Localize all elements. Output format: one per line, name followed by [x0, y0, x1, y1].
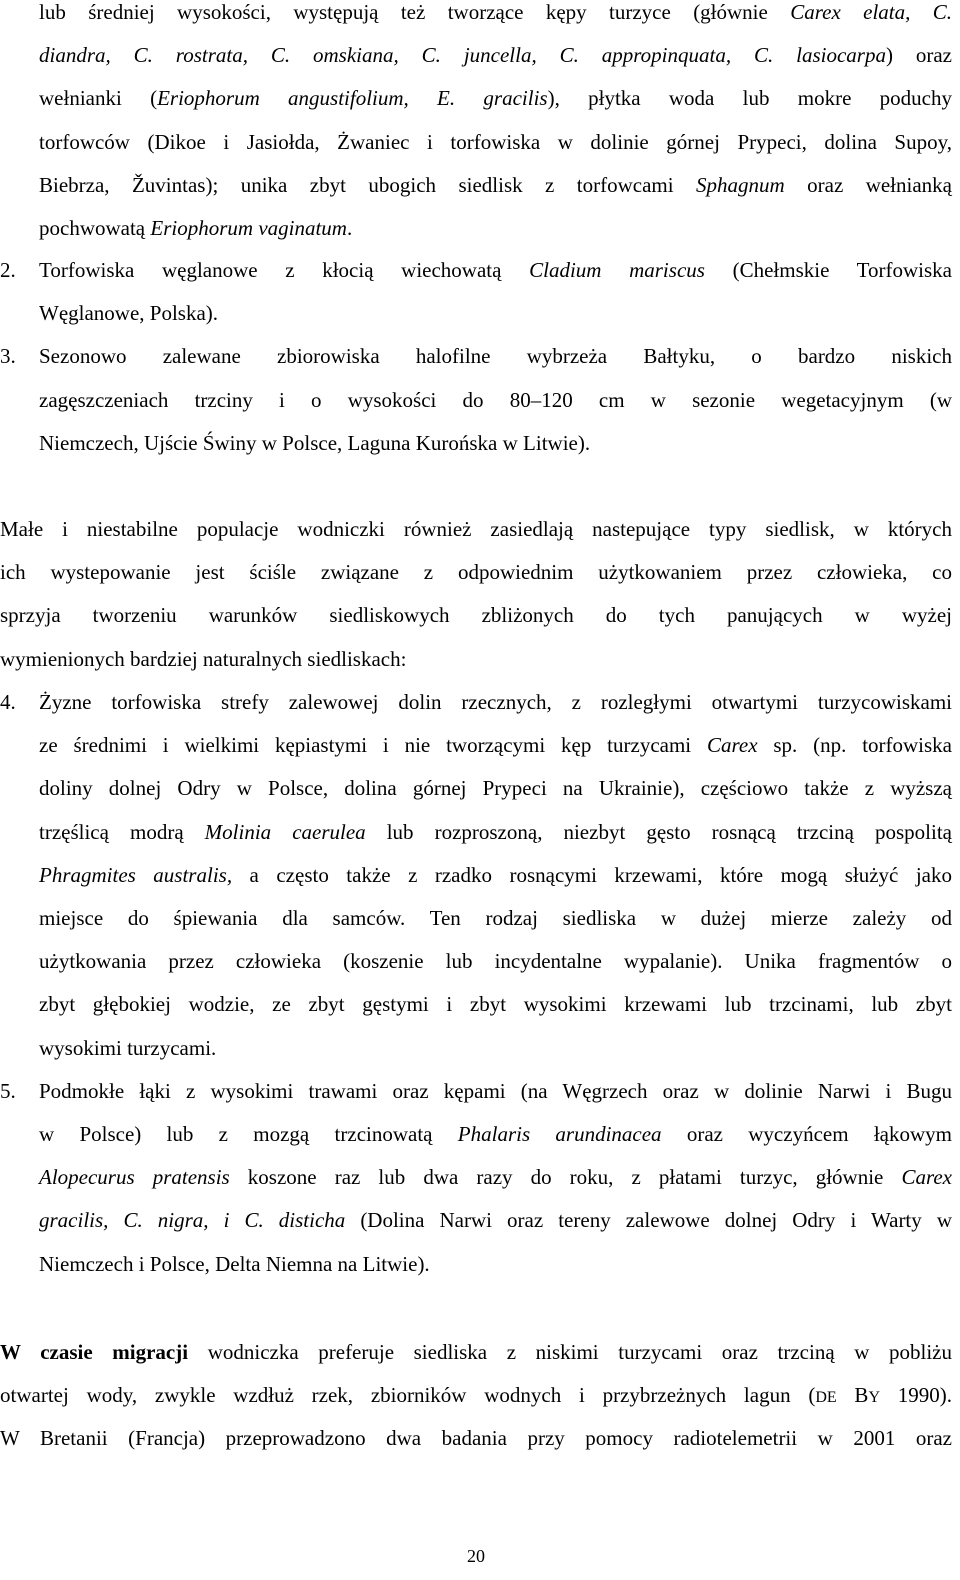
list-item-line — [39, 992, 952, 1035]
paragraph-line — [0, 560, 952, 603]
text-run: Niemczech, Ujście Świny w Polsce, Laguna Kurońska w Litwie). — [39, 430, 591, 455]
latin-name: Carex — [901, 1165, 952, 1190]
text-run: w Polsce) lub z mozgą trzcinowatą — [39, 1122, 458, 1146]
paragraph-line — [0, 603, 952, 646]
text-run: (Dolina Narwi oraz tereny zalewowe dolnej Odry i Warty w — [345, 1208, 952, 1233]
paragraph-line — [0, 1340, 952, 1383]
text-run: trzęślicą modrą — [39, 819, 205, 844]
text-run: wysokimi turzycami. — [39, 1035, 217, 1060]
text-run: Biebrza, Žuvintas); unika zbyt ubogich siedlisk z torfowcami — [39, 172, 697, 197]
bold-lead: W czasie migracji — [0, 1340, 189, 1364]
list-item-line — [39, 1036, 952, 1079]
text-run: Torfowiska węglanowe z kłocią wiechowatą — [39, 258, 530, 282]
text-run: ze średnimi i wielkimi kępiastymi i nie tworzącymi kęp turzycami — [39, 733, 707, 758]
text-run: sp. (np. torfowiska — [757, 733, 953, 758]
text-run: Żyzne torfowiska strefy zalewowej dolin rzecznych, z rozległymi otwartymi turzycowiskami — [39, 690, 952, 714]
latin-name: Cladium mariscus — [529, 258, 705, 282]
page-number: 20 — [467, 1546, 485, 1566]
paragraph-line — [0, 647, 952, 690]
text-run: sprzyja tworzeniu warunków siedliskowych zbliżonych do tych panujących w wyżej — [0, 603, 952, 628]
paragraph-line — [0, 1426, 952, 1469]
paragraph-line — [39, 43, 952, 86]
small-caps-run: DE — [815, 1389, 837, 1407]
latin-name: Carex — [706, 733, 758, 758]
list-item-line — [39, 1208, 952, 1251]
list-item-line — [39, 906, 952, 949]
text-run: (Chełmskie Torfowiska — [704, 258, 953, 282]
latin-name: diandra, C. rostrata, C. omskiana, C. juncella, C. appropinquata, C. lasiocarpa — [39, 43, 886, 68]
paragraph-line — [39, 173, 952, 216]
list-item-line — [39, 863, 952, 906]
text-run: lub rozproszoną, niezbyt gęsto rosnącą trzciną pospolitą — [365, 819, 952, 844]
text-run: pochwowatą — [39, 216, 151, 240]
latin-name: Phragmites australis, — [39, 862, 233, 887]
list-item-line — [39, 776, 952, 819]
text-run: wełnianki ( — [39, 86, 158, 111]
text-run: użytkowania przez człowieka (koszenie lub incydentalne wypalanie). Unika fragmentów o — [39, 949, 952, 974]
text-run: zagęszczeniach trzciny i o wysokości do 80–120 cm w sezonie wegetacyjnym (w — [39, 387, 952, 412]
list-item-line — [39, 1165, 952, 1208]
text-run: lub średniej wysokości, występują też tworzące kępy turzyce (głównie — [39, 0, 791, 24]
text-run: Węglanowe, Polska). — [39, 301, 219, 326]
paragraph-line — [0, 517, 952, 560]
paragraph-line — [39, 86, 952, 129]
text-run: W Bretanii (Francja) przeprowadzono dwa badania przy pomocy radiotelemetrii w 2001 oraz — [0, 1426, 952, 1451]
text-run: ich wystepowanie jest ściśle związane z odpowiednim użytkowaniem przez człowieka, co — [0, 560, 952, 585]
text-run: koszone raz lub dwa razy do roku, z płatami turzyc, głównie — [229, 1165, 902, 1190]
paragraph-line — [0, 1383, 952, 1426]
text-run: ) oraz — [885, 43, 952, 68]
text-run: wodniczka preferuje siedliska z niskimi turzycami oraz trzciną w pobliżu — [188, 1340, 953, 1364]
paragraph-line — [39, 130, 952, 173]
list-item-line — [39, 820, 952, 863]
text-run: torfowców (Dikoe i Jasiołda, Żwaniec i torfowiska w dolinie górnej Prypeci, dolina Supoy, — [39, 129, 952, 154]
paragraph-line — [39, 216, 952, 259]
text-run: oraz wyczyńcem łąkowym — [661, 1122, 952, 1146]
latin-name: Eriophorum vaginatum — [150, 216, 347, 240]
list-item-line — [39, 690, 952, 733]
list-item-line — [39, 344, 952, 387]
list-item-line — [39, 301, 952, 344]
list-number: 4. — [0, 690, 16, 714]
list-item-line — [39, 388, 952, 431]
list-item-line — [39, 949, 952, 992]
list-item-line — [39, 431, 952, 474]
latin-name: Carex elata, C. — [790, 0, 952, 24]
text-run: Podmokłe łąki z wysokimi trawami oraz kępami (na Węgrzech oraz w dolinie Narwi i Bugu — [39, 1078, 952, 1103]
text-run: Sezonowo zalewane zbiorowiska halofilne wybrzeża Bałtyku, o bardzo niskich — [39, 344, 952, 369]
text-run: a często także z rzadko rosnącymi krzewami, które mogą służyć jako — [232, 862, 952, 887]
list-number: 2. — [0, 258, 16, 282]
latin-name: Phalaris arundinacea — [457, 1122, 662, 1146]
latin-name: gracilis, C. nigra, i C. disticha — [39, 1208, 346, 1233]
list-item-line — [39, 258, 952, 301]
text-run: Niemczech i Polsce, Delta Niemna na Litwie). — [39, 1251, 430, 1276]
small-caps-run: Y — [868, 1389, 880, 1407]
list-number: 3. — [0, 344, 16, 369]
text-run: doliny dolnej Odry w Polsce, dolina górnej Prypeci na Ukrainie), częściowo także z wyższą — [39, 776, 952, 801]
latin-name: Molinia caerulea — [204, 819, 366, 844]
text-run: 1990). — [880, 1383, 953, 1408]
text-run: oraz wełnianką — [784, 172, 952, 197]
list-item-line — [39, 1252, 952, 1295]
list-item-line — [39, 1079, 952, 1122]
text-run: zbyt głębokiej wodzie, ze zbyt gęstymi i zbyt wysokimi krzewami lub trzcinami, lub zbyt — [39, 992, 952, 1017]
text-run: miejsce do śpiewania dla samców. Ten rodzaj siedliska w dużej mierze zależy od — [39, 906, 952, 930]
text-run: wymienionych bardziej naturalnych siedliskach: — [0, 646, 407, 671]
text-run: . — [346, 216, 353, 240]
latin-name: Eriophorum angustifolium, E. gracilis — [157, 86, 548, 111]
paragraph-line — [39, 0, 952, 43]
list-item-line — [39, 1122, 952, 1165]
list-item-line — [39, 733, 952, 776]
text-run: B — [836, 1383, 869, 1408]
text-run: otwartej wody, zwykle wzdłuż rzek, zbiorników wodnych i przybrzeżnych lagun ( — [0, 1383, 816, 1408]
latin-name: Alopecurus pratensis — [39, 1165, 230, 1190]
list-number: 5. — [0, 1078, 16, 1103]
text-run: ), płytka woda lub mokre poduchy — [547, 86, 952, 111]
text-run: Małe i niestabilne populacje wodniczki również zasiedlają nastepujące typy siedlisk, w których — [0, 517, 952, 541]
latin-name: Sphagnum — [696, 172, 785, 197]
